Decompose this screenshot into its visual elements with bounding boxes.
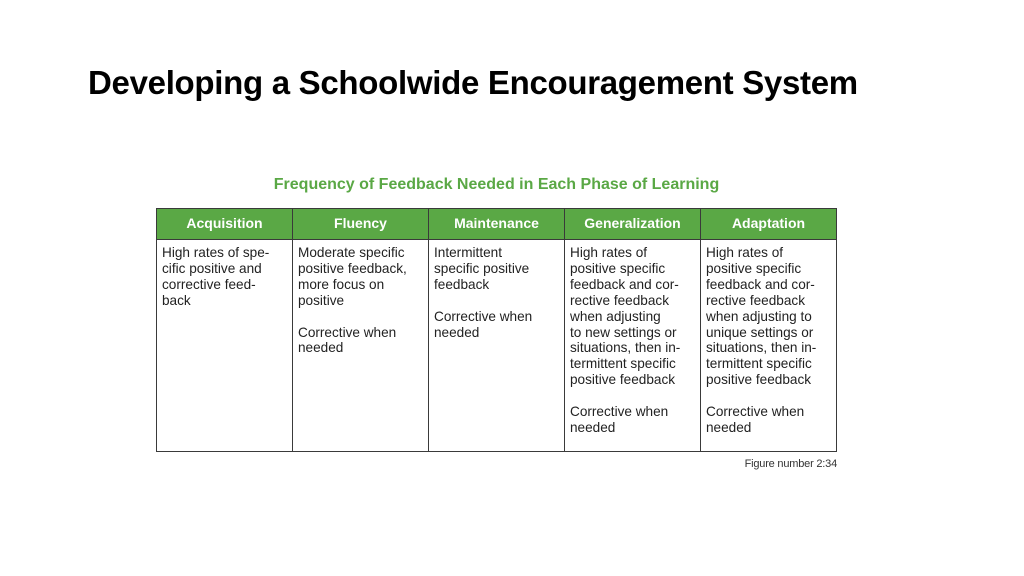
cell-text: High rates of positive specific feedback and cor- rective feedback when adjusting to unique settings or situations, then in- termittent specific positive feedback [706,245,817,388]
cell-generalization [565,240,701,452]
feedback-table [156,208,837,452]
figure-number: Figure number 2:34 [744,458,837,470]
column-header-fluency: Fluency [293,209,429,240]
slide-title: Developing a Schoolwide Encouragement System [88,64,858,101]
column-header-maintenance: Maintenance [429,209,565,240]
cell-text: High rates of positive specific feedback and cor- rective feedback when adjusting to new settings or situations, then in- termittent specific positive feedback [570,245,681,388]
cell-fluency [293,240,429,452]
column-header-acquisition: Acquisition [157,209,293,240]
cell-text: Corrective when needed [570,404,669,435]
cell-text: High rates of spe- cific positive and corrective feed- back [162,245,270,308]
cell-text: Moderate specific positive feedback, more focus on positive [298,245,407,308]
table-row [157,240,837,452]
cell-acquisition [157,240,293,452]
figure-title: Frequency of Feedback Needed in Each Phase of Learning [273,176,720,193]
cell-text: Corrective when needed [706,404,805,435]
cell-maintenance [429,240,565,452]
cell-text: Intermittent specific positive feedback [434,245,530,292]
cell-text: Corrective when needed [434,308,533,340]
column-header-generalization: Generalization [565,209,701,240]
feedback-figure [156,176,837,470]
column-header-adaptation: Adaptation [701,209,837,240]
table-header-row [157,209,837,240]
cell-adaptation [701,240,837,452]
cell-text: Corrective when needed [298,324,397,356]
